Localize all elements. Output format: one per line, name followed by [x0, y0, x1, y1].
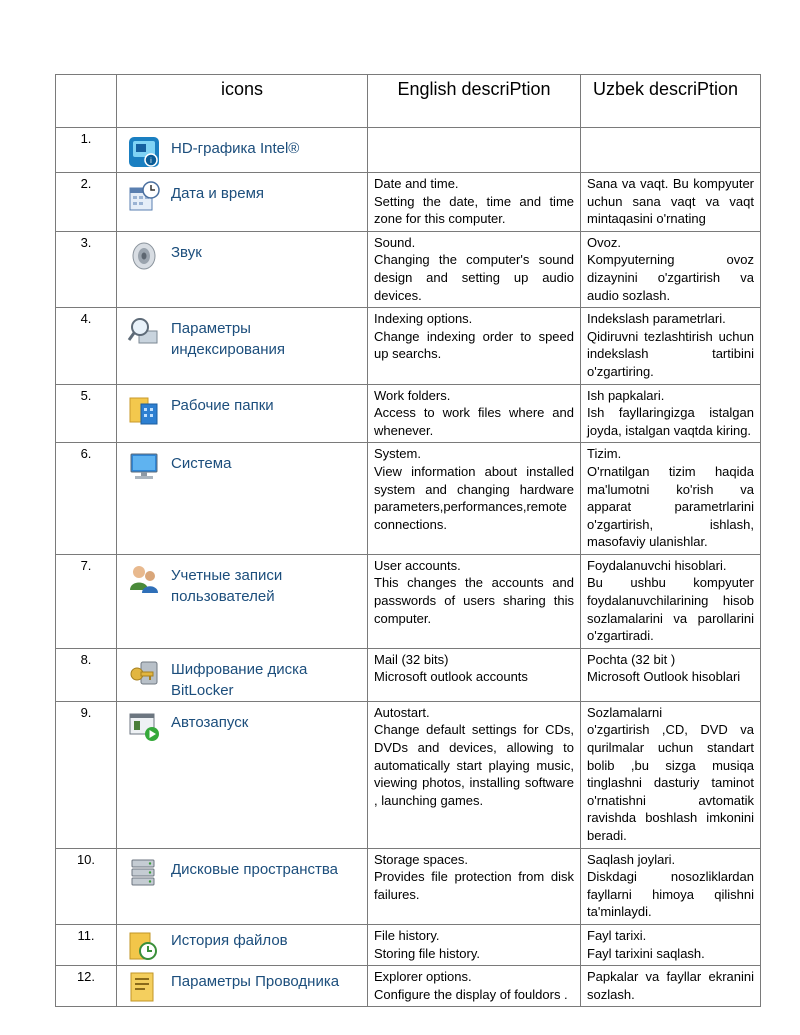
header-row [56, 75, 761, 128]
uzbek-description [581, 128, 761, 173]
intel-graphics-icon [127, 135, 161, 169]
uzbek-description: Fayl tarixi. Fayl tarixini saqlash. [581, 924, 761, 965]
icon-cell [117, 554, 368, 648]
header-icons: icons [117, 75, 368, 128]
row-number: 6. [56, 443, 117, 555]
icon-cell [117, 384, 368, 443]
english-description: Explorer options. Configure the display of fouldors . [368, 966, 581, 1007]
speaker-icon [127, 239, 161, 273]
row-number: 10. [56, 848, 117, 924]
work-folders-icon [127, 392, 161, 426]
row-number: 3. [56, 231, 117, 307]
table-row [56, 308, 761, 384]
uzbek-description: Ish papkalari. Ish fayllaringizga istalgan joyda, istalgan vaqtda kiring. [581, 384, 761, 443]
control-panel-item-label: Система [171, 455, 232, 473]
table-row [56, 924, 761, 965]
bitlocker-key-icon [127, 656, 161, 690]
english-description: File history. Storing file history. [368, 924, 581, 965]
icon-cell [117, 308, 368, 384]
uzbek-description: Ovoz. Kompyuterning ovoz dizaynini o'zgartirish va audio sozlash. [581, 231, 761, 307]
uzbek-description: Sana va vaqt. Bu kompyuter uchun sana vaqt va vaqt mintaqasini o'rnating [581, 173, 761, 232]
english-description: Indexing options. Change indexing order to speed up searchs. [368, 308, 581, 384]
row-number: 1. [56, 128, 117, 173]
icon-cell [117, 848, 368, 924]
english-description [368, 128, 581, 173]
uzbek-description: Tizim. O'rnatilgan tizim haqida ma'lumotni ko'rish va apparat parametrlarini o'zgartirish, ishlash, masofaviy ulanishlar. [581, 443, 761, 555]
control-panel-item-label: Учетные записи пользователей [171, 566, 283, 605]
icon-cell [117, 924, 368, 965]
table-row [56, 701, 761, 848]
calendar-clock-icon [127, 180, 161, 214]
icon-cell [117, 648, 368, 701]
icon-cell [117, 173, 368, 232]
svg-text:i: i [150, 157, 152, 165]
uzbek-description: Saqlash joylari. Diskdagi nosozliklardan fayllarni himoya qilishni ta'minlaydi. [581, 848, 761, 924]
english-description: User accounts. This changes the accounts and passwords of users sharing this computer. [368, 554, 581, 648]
uzbek-description: Pochta (32 bit ) Microsoft Outlook hisoblari [581, 648, 761, 701]
english-description: System. View information about installed system and changing hardware parameters,performances,remote connections. [368, 443, 581, 555]
english-description: Date and time. Setting the date, time and time zone for this computer. [368, 173, 581, 232]
header-uzbek: Uzbek descriPtion [581, 75, 761, 128]
uzbek-description: Indekslash parametrlari. Qidiruvni tezlashtirish uchun indekslash tartibini o'zgartiring. [581, 308, 761, 384]
indexing-magnifier-icon [127, 315, 161, 349]
row-number: 11. [56, 924, 117, 965]
control-panel-item-label: Шифрование диска BitLocker [171, 660, 308, 699]
table-row [56, 966, 761, 1007]
row-number: 9. [56, 701, 117, 848]
table-row [56, 648, 761, 701]
icon-cell [117, 966, 368, 1007]
uzbek-description: Papkalar va fayllar ekranini sozlash. [581, 966, 761, 1007]
control-panel-item-label: История файлов [171, 931, 288, 949]
control-panel-item-label: Дисковые пространства [171, 860, 339, 878]
english-description: Storage spaces. Provides file protection from disk failures. [368, 848, 581, 924]
row-number: 2. [56, 173, 117, 232]
storage-spaces-icon [127, 856, 161, 890]
control-panel-item-label: Звук [171, 243, 202, 261]
icon-cell [117, 443, 368, 555]
english-description: Sound. Changing the computer's sound design and setting up audio devices. [368, 231, 581, 307]
table-row [56, 384, 761, 443]
header-number [56, 75, 117, 128]
english-description: Autostart. Change default settings for CDs, DVDs and devices, allowing to automatically start playing music, viewing photos, installing software , launching games. [368, 701, 581, 848]
description-table [55, 74, 761, 1007]
icon-cell [117, 701, 368, 848]
uzbek-description: Foydalanuvchi hisoblari. Bu ushbu kompyuter foydalanuvchilarining hisob sozlamalarini va parollarini o'zgartiradi. [581, 554, 761, 648]
table-row [56, 128, 761, 173]
table-row [56, 443, 761, 555]
english-description: Work folders. Access to work files where and whenever. [368, 384, 581, 443]
row-number: 12. [56, 966, 117, 1007]
file-history-icon [127, 929, 161, 963]
table-row [56, 554, 761, 648]
row-number: 8. [56, 648, 117, 701]
header-english: English descriPtion [368, 75, 581, 128]
english-description: Mail (32 bits) Microsoft outlook accounts [368, 648, 581, 701]
row-number: 4. [56, 308, 117, 384]
uzbek-description: Sozlamalarni o'zgartirish ,CD, DVD va qurilmalar uchun standart bolib ,bu sizga musiqa tinglashni dasturiy taminot o'rnatishni avtomatik ravishda boshlash imkonini beradi. [581, 701, 761, 848]
control-panel-item-label: Дата и время [171, 185, 265, 202]
table-row [56, 848, 761, 924]
table-row [56, 231, 761, 307]
explorer-options-icon [127, 970, 161, 1004]
control-panel-item-label: Параметры индексирования [171, 320, 285, 359]
computer-system-icon [127, 450, 161, 484]
user-accounts-icon [127, 562, 161, 596]
autoplay-icon [127, 709, 161, 743]
row-number: 5. [56, 384, 117, 443]
table-row [56, 173, 761, 232]
row-number: 7. [56, 554, 117, 648]
control-panel-item-label: Рабочие папки [171, 396, 274, 414]
control-panel-item-label: HD-графика Intel® [171, 140, 300, 157]
control-panel-item-label: Параметры Проводника [171, 973, 340, 991]
control-panel-item-label: Автозапуск [171, 713, 249, 731]
icon-cell [117, 128, 368, 173]
icon-cell [117, 231, 368, 307]
